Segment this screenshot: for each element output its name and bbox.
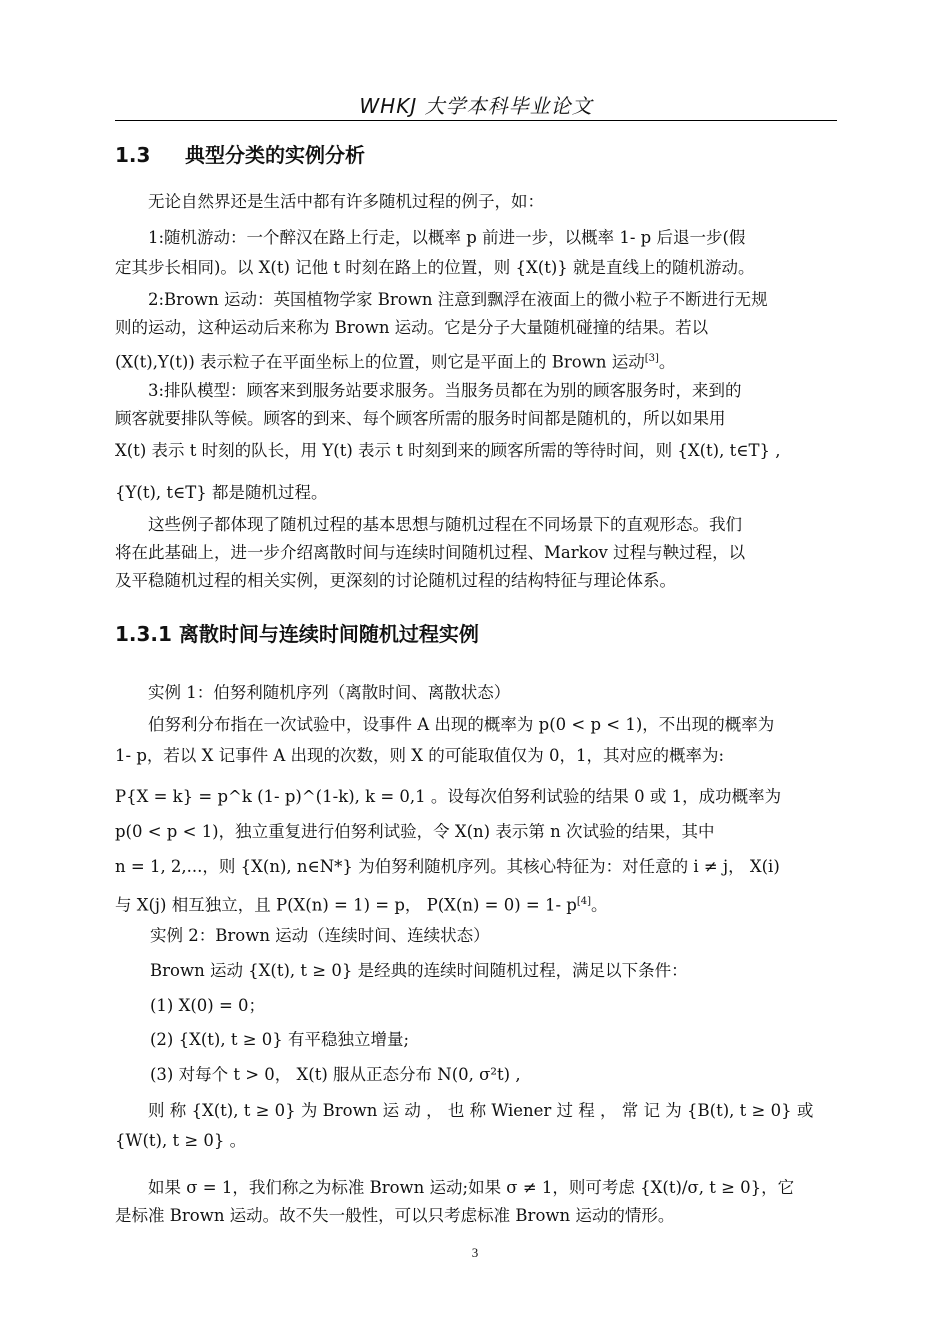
paragraph2-line-a: 这些例子都体现了随机过程的基本思想与随机过程在不同场景下的直观形态。我们 xyxy=(148,515,742,534)
instance1-line-d: p(0 < p < 1)，独立重复进行伯努利试验，令 X(n) 表示第 n 次试验的结果，其中 xyxy=(115,822,715,841)
section-heading xyxy=(115,139,365,168)
citation-ref: [3] xyxy=(644,353,659,364)
example2-line-b: 则的运动，这种运动后来称为 Brown 运动。它是分子大量随机碰撞的结果。若以 xyxy=(115,318,709,337)
instance2-line-c: {W(t), t ≥ 0} 。 xyxy=(115,1131,247,1150)
condition-3: (3) 对每个 t > 0， X(t) 服从正态分布 N(0, σ²t) , xyxy=(150,1065,521,1084)
page-number: 3 xyxy=(471,1245,479,1260)
running-header: WHKJ 大学本科毕业论文 xyxy=(359,94,593,118)
example3-line-b: 顾客就要排队等候。顾客的到来、每个顾客所需的服务时间都是随机的，所以如果用 xyxy=(115,409,726,428)
example3-line-c: X(t) 表示 t 时刻的队长，用 Y(t) 表示 t 时刻到来的顾客所需的等待时间，则 {X(t), t∈T} , xyxy=(115,441,781,460)
paragraph2-line-b: 将在此基础上，进一步介绍离散时间与连续时间随机过程、Markov 过程与鞅过程，以 xyxy=(115,543,746,562)
example1-line-a: 1:随机游动：一个醉汉在路上行走，以概率 p 前进一步，以概率 1- p 后退一步(假 xyxy=(148,228,746,247)
example3-line-d: {Y(t), t∈T} 都是随机过程。 xyxy=(115,483,328,502)
instance1-line-a: 伯努利分布指在一次试验中，设事件 A 出现的概率为 p(0 < p < 1)，不出现的概率为 xyxy=(148,715,775,734)
subsection-heading xyxy=(115,618,479,647)
subsection-title: 离散时间与连续时间随机过程实例 xyxy=(178,622,479,646)
example3-line-a: 3:排队模型：顾客来到服务站要求服务。当服务员都在为别的顾客服务时，来到的 xyxy=(148,381,742,400)
condition-2: (2) {X(t), t ≥ 0} 有平稳独立增量; xyxy=(150,1030,410,1049)
instance2-line-b: 则 称 {X(t), t ≥ 0} 为 Brown 运 动 ， 也 称 Wiener 过 程 ， 常 记 为 {B(t), t ≥ 0} 或 xyxy=(148,1101,814,1120)
instance2-line-d: 如果 σ = 1，我们称之为标准 Brown 运动;如果 σ ≠ 1，则可考虑 {X(t)/σ, t ≥ 0}，它 xyxy=(148,1178,795,1197)
instance1-line-f xyxy=(115,892,837,916)
instance1-line-f-text: 与 X(j) 相互独立，且 P(X(n) = 1) = p， P(X(n) = 0) = 1- p xyxy=(115,895,577,915)
example2-line-c-end: 。 xyxy=(658,352,676,372)
section-number: 1.3 xyxy=(115,143,151,167)
subsection-number: 1.3.1 xyxy=(115,622,172,646)
instance1-line-c: P{X = k} = p^k (1- p)^(1-k), k = 0,1 。设每次伯努利试验的结果 0 或 1，成功概率为 xyxy=(115,787,782,806)
instance2-title: 实例 2：Brown 运动（连续时间、连续状态） xyxy=(150,926,490,945)
instance2-line-e: 是标准 Brown 运动。故不失一般性，可以只考虑标准 Brown 运动的情形。 xyxy=(115,1206,675,1225)
example2-line-c xyxy=(115,349,837,373)
condition-1: (1) X(0) = 0； xyxy=(150,996,266,1015)
paragraph2-line-c: 及平稳随机过程的相关实例，更深刻的讨论随机过程的结构特征与理论体系。 xyxy=(115,571,676,590)
example1-line-b: 定其步长相同)。以 X(t) 记他 t 时刻在路上的位置，则 {X(t)} 就是直线上的随机游动。 xyxy=(115,258,755,277)
header-rule xyxy=(115,120,837,121)
instance1-line-b: 1- p，若以 X 记事件 A 出现的次数，则 X 的可能取值仅为 0，1，其对应的概率为: xyxy=(115,746,725,765)
example2-line-c-text: (X(t),Y(t)) 表示粒子在平面坐标上的位置，则它是平面上的 Brown 运动 xyxy=(115,352,645,372)
instance1-title: 实例 1：伯努利随机序列（离散时间、离散状态） xyxy=(148,683,511,702)
example2-line-a: 2:Brown 运动：英国植物学家 Brown 注意到飘浮在液面上的微小粒子不断进行无规 xyxy=(148,290,768,309)
instance1-line-f-end: 。 xyxy=(591,895,608,915)
instance2-line-a: Brown 运动 {X(t), t ≥ 0} 是经典的连续时间随机过程，满足以下条件： xyxy=(150,961,688,980)
instance1-line-e: n = 1, 2,...，则 {X(n), n∈N*} 为伯努利随机序列。其核心特征为：对任意的 i ≠ j， X(i) xyxy=(115,857,780,876)
intro-line: 无论自然界还是生活中都有许多随机过程的例子，如： xyxy=(148,192,544,211)
section-title: 典型分类的实例分析 xyxy=(185,143,365,167)
citation-ref: [4] xyxy=(576,896,592,907)
